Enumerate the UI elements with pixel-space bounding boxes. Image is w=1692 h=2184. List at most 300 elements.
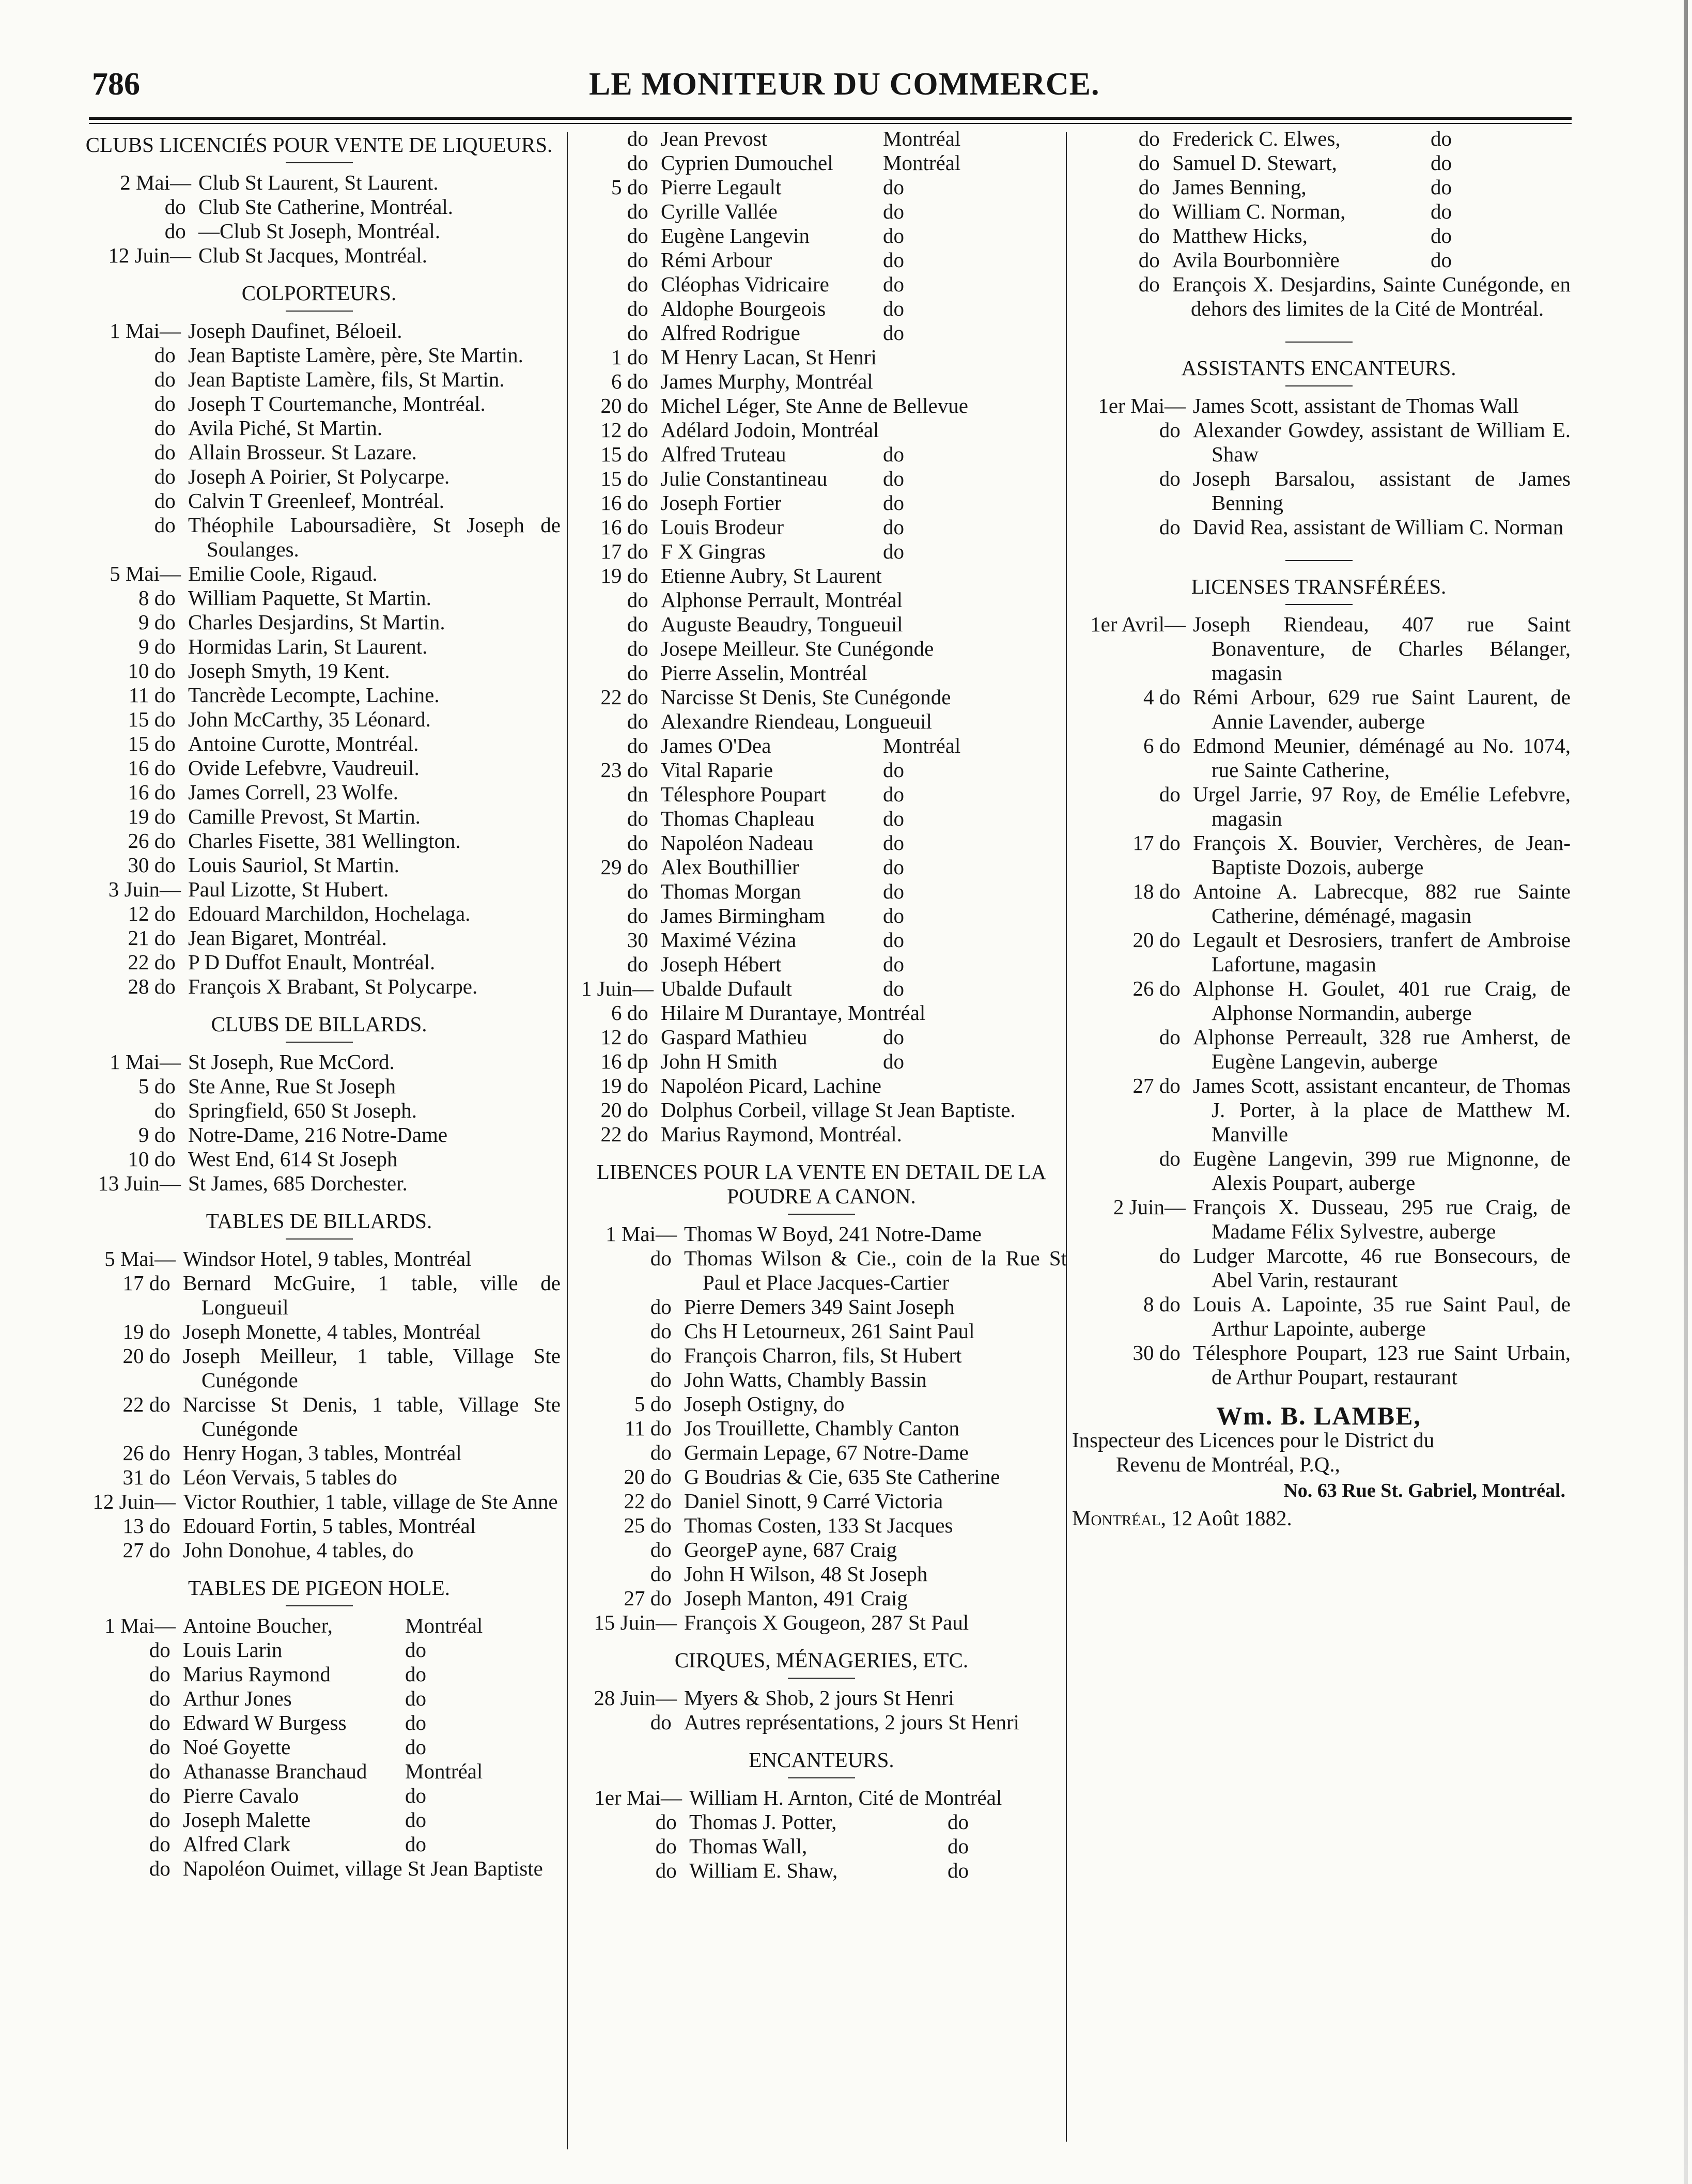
entry-name: Avila Bourbonnière <box>1172 248 1340 272</box>
entry-text: Thomas Costen, 133 St Jacques <box>684 1513 953 1537</box>
entry-date: 27 do <box>624 1586 677 1610</box>
entry-text: Avila Piché, St Martin. <box>188 416 383 440</box>
list-item <box>77 367 561 392</box>
entry-text: Tancrède Lecompte, Lachine. <box>188 683 440 707</box>
signature-name: Wm. B. LAMBE, <box>1216 1401 1421 1430</box>
entry-date: do <box>627 637 654 660</box>
entry-text: Legault et Desrosiers, tranfert de Ambroise Lafortune, magasin <box>1193 928 1571 976</box>
entry-text: John Donohue, 4 tables, do <box>183 1538 414 1562</box>
entry-text: François X Gougeon, 287 St Paul <box>684 1610 969 1634</box>
list-item <box>77 877 561 902</box>
entry-text: Eugène Langevin, 399 rue Mignonne, de Alexis Poupart, auberge <box>1193 1147 1571 1195</box>
list-item <box>576 1610 1067 1635</box>
entry-date: 12 do <box>600 1025 654 1049</box>
list-item <box>77 586 561 610</box>
entry-text: Edouard Fortin, 5 tables, Montréal <box>183 1514 476 1538</box>
list-item <box>576 709 1067 734</box>
list-item <box>77 950 561 974</box>
entry-name: Pierre Cavalo <box>183 1784 299 1807</box>
list-clubs-billards <box>77 1050 561 1196</box>
entry-text: Joseph Manton, 491 Craig <box>684 1586 908 1610</box>
section-title-clubs: CLUBS LICENCIÉS POUR VENTE DE LIQUEURS. <box>85 133 553 157</box>
entry-date: do <box>149 1759 176 1783</box>
entry-date: do <box>149 1662 176 1686</box>
entry-date: 20 do <box>624 1465 677 1489</box>
list-poudre <box>576 1222 1067 1635</box>
list-item <box>576 1025 1067 1049</box>
entry-date: 5 Mai— <box>110 562 181 585</box>
list-item <box>77 829 561 853</box>
entry-date: 1 do <box>611 345 654 369</box>
entry-date: 25 do <box>624 1513 677 1537</box>
list-item <box>576 297 1067 321</box>
entry-date: 2 Juin— <box>1113 1195 1186 1219</box>
entry-text: Rémi Arbour, 629 rue Saint Laurent, de Annie Lavender, auberge <box>1193 685 1571 733</box>
entry-text: Notre-Dame, 216 Notre-Dame <box>188 1123 448 1147</box>
entry-text: Alexander Gowdey, assistant de William E. Shaw <box>1193 418 1571 466</box>
entry-text: Joseph Smyth, 19 Kent. <box>188 659 390 683</box>
entry-text: Jos Trouillette, Chambly Canton <box>684 1416 960 1440</box>
entry-date: 17 do <box>600 539 654 563</box>
list-item <box>576 1686 1067 1710</box>
list-item <box>1067 248 1571 272</box>
list-item <box>576 248 1067 272</box>
list-item <box>77 219 561 243</box>
list-item <box>1067 1074 1571 1147</box>
entry-text: Edouard Marchildon, Hochelaga. <box>188 902 471 925</box>
list-item <box>576 1416 1067 1440</box>
signature-title-line1: Inspecteur des Licences pour le District du <box>1072 1428 1435 1452</box>
entry-date: 12 Juin— <box>108 243 191 267</box>
list-item <box>576 272 1067 297</box>
list-item <box>77 707 561 732</box>
entry-text: Télesphore Poupart, 123 rue Saint Urbain, de Arthur Poupart, restaurant <box>1193 1341 1571 1389</box>
list-item <box>576 369 1067 394</box>
entry-name: Arthur Jones <box>183 1686 292 1710</box>
entry-date: do <box>164 219 191 243</box>
entry-name: James Benning, <box>1172 175 1307 199</box>
list-item <box>77 926 561 950</box>
section-title-transferees: LICENSES TRANSFÉRÉES. <box>1191 575 1447 598</box>
list-item <box>77 780 561 804</box>
entry-date: dn <box>627 782 654 806</box>
header-rule-thin <box>89 123 1572 124</box>
entry-text: Erançois X. Desjardins, Sainte Cunégonde, en dehors des limites de la Cité de Montréal. <box>1172 272 1571 320</box>
list-item <box>576 1489 1067 1513</box>
entry-text: James Correll, 23 Wolfe. <box>188 780 398 804</box>
entry-date: do <box>650 1440 677 1464</box>
list-item <box>576 612 1067 637</box>
entry-name: Matthew Hicks, <box>1172 224 1308 247</box>
entry-text: John Watts, Chambly Bassin <box>684 1368 927 1391</box>
list-item <box>1067 928 1571 977</box>
list-item <box>576 782 1067 807</box>
entry-text: Louis Sauriol, St Martin. <box>188 853 399 877</box>
entry-date: 22 do <box>600 1122 654 1146</box>
list-item <box>77 1050 561 1074</box>
entry-place: do <box>883 248 904 272</box>
entry-name: Thomas Wall, <box>689 1834 808 1858</box>
entry-text: Narcisse St Denis, Ste Cunégonde <box>661 685 951 709</box>
entry-text: Windsor Hotel, 9 tables, Montréal <box>183 1247 472 1271</box>
entry-name: Frederick C. Elwes, <box>1172 127 1341 150</box>
entry-text: Etienne Aubry, St Laurent <box>661 564 882 587</box>
entry-name: Cléophas Vidricaire <box>661 272 829 296</box>
entry-name: Alfred Clark <box>183 1832 291 1856</box>
entry-date: 23 do <box>600 758 654 782</box>
entry-text: Charles Fisette, 381 Wellington. <box>188 829 461 853</box>
entry-date: do <box>1138 248 1165 272</box>
entry-name: Joseph Hébert <box>661 952 782 976</box>
entry-text: James Murphy, Montréal <box>661 369 873 393</box>
header-rule <box>89 117 1572 120</box>
list-item <box>77 1147 561 1171</box>
entry-text: Springfield, 650 St Joseph. <box>188 1098 417 1122</box>
entry-date: 19 do <box>600 564 654 587</box>
section-title-poudre: LIBENCES POUR LA VENTE EN DETAIL DE LA POUDRE A CANON. <box>596 1160 1047 1208</box>
entry-date: do <box>655 1858 682 1882</box>
list-item <box>576 418 1067 442</box>
entry-place: do <box>883 855 904 879</box>
entry-date: 26 do <box>122 1441 176 1465</box>
list-continued-right <box>1067 127 1571 321</box>
list-item <box>576 1295 1067 1319</box>
list-item <box>77 1686 561 1711</box>
entry-name: Louis Larin <box>183 1638 283 1662</box>
entry-name: Joseph Malette <box>183 1808 311 1832</box>
entry-name: Noé Goyette <box>183 1735 291 1759</box>
entry-text: Marius Raymond, Montréal. <box>661 1122 902 1146</box>
list-item <box>77 171 561 195</box>
entry-date: do <box>650 1246 677 1270</box>
list-item <box>77 1638 561 1662</box>
list-colporteurs <box>77 319 561 999</box>
list-item <box>576 1368 1067 1392</box>
list-item <box>1067 1147 1571 1195</box>
list-item <box>576 1319 1067 1343</box>
list-item <box>77 1759 561 1784</box>
entry-date: do <box>627 272 654 296</box>
entry-text: Joseph Monette, 4 tables, Montréal <box>183 1320 481 1343</box>
list-item <box>77 1784 561 1808</box>
entry-date: 11 do <box>129 683 181 707</box>
section-rule <box>788 1777 855 1778</box>
list-item <box>576 637 1067 661</box>
list-item <box>1067 831 1571 879</box>
signature-date-place: Montréal <box>1072 1506 1161 1530</box>
entry-name: Alfred Truteau <box>661 442 786 466</box>
entry-date: do <box>627 321 654 345</box>
entry-name: Antoine Boucher, <box>183 1614 333 1637</box>
entry-date: do <box>1159 467 1186 490</box>
list-item <box>576 661 1067 685</box>
list-item <box>77 1808 561 1832</box>
entry-date: 28 Juin— <box>594 1686 677 1710</box>
entry-date: 27 do <box>1132 1074 1186 1097</box>
list-item <box>576 1343 1067 1368</box>
entry-date: do <box>650 1319 677 1343</box>
list-item <box>1067 1292 1571 1341</box>
entry-date: do <box>627 709 654 733</box>
entry-date: 16 do <box>600 491 654 515</box>
entry-text: Urgel Jarrie, 97 Roy, de Emélie Lefebvre, magasin <box>1193 782 1571 830</box>
entry-place: do <box>405 1662 426 1686</box>
entry-text: Théophile Laboursadière, St Joseph de Soulanges. <box>188 513 561 561</box>
list-item <box>576 1222 1067 1246</box>
list-item <box>77 392 561 416</box>
list-item <box>576 491 1067 515</box>
entry-name: Louis Brodeur <box>661 515 784 539</box>
entry-text: Alexandre Riendeau, Longueuil <box>661 709 932 733</box>
entry-text: Henry Hogan, 3 tables, Montréal <box>183 1441 462 1465</box>
entry-date: 22 do <box>128 950 181 974</box>
entry-date: do <box>149 1638 176 1662</box>
entry-name: Julie Constantineau <box>661 467 828 490</box>
entry-date: do <box>627 734 654 757</box>
list-item <box>576 1858 1067 1883</box>
entry-date: 12 do <box>600 418 654 442</box>
entry-place: Montréal <box>883 127 961 150</box>
entry-date: do <box>149 1784 176 1807</box>
entry-name: Thomas Morgan <box>661 879 801 903</box>
entry-text: Jean Baptiste Lamère, père, Ste Martin. <box>188 343 523 367</box>
section-title-colporteurs: COLPORTEURS. <box>241 281 397 305</box>
entry-date: 9 do <box>138 634 181 658</box>
list-item <box>1067 224 1571 248</box>
entry-date: do <box>627 904 654 927</box>
entry-date: 30 do <box>1132 1341 1186 1365</box>
entry-date: do <box>650 1562 677 1586</box>
entry-place: do <box>883 782 904 806</box>
list-item <box>576 127 1067 151</box>
entry-date: 31 do <box>122 1465 176 1489</box>
entry-text: Club St Jacques, Montréal. <box>198 243 427 267</box>
entry-text: John McCarthy, 35 Léonard. <box>188 707 431 731</box>
list-item <box>576 1001 1067 1025</box>
list-item <box>77 562 561 586</box>
entry-text: Victor Routhier, 1 table, village de Ste Anne <box>183 1490 558 1513</box>
section-rule <box>286 1238 353 1240</box>
list-item <box>576 855 1067 879</box>
entry-date: 22 do <box>600 685 654 709</box>
entry-date: 21 do <box>128 926 181 950</box>
entry-date: do <box>1138 151 1165 175</box>
entry-text: Antoine A. Labrecque, 882 rue Sainte Catherine, déménagé, magasin <box>1193 879 1571 927</box>
section-rule <box>788 1678 855 1679</box>
list-item <box>77 343 561 367</box>
column-right <box>1067 127 1571 1530</box>
entry-date: do <box>627 199 654 223</box>
list-item <box>77 1832 561 1856</box>
list-item <box>576 1786 1067 1810</box>
list-item <box>576 539 1067 564</box>
entry-place: do <box>405 1784 426 1807</box>
entry-date: 22 do <box>624 1489 677 1513</box>
section-title-clubs-billards: CLUBS DE BILLARDS. <box>211 1012 427 1036</box>
list-item <box>77 489 561 513</box>
entry-date: 20 do <box>600 394 654 417</box>
entry-text: Michel Léger, Ste Anne de Bellevue <box>661 394 968 417</box>
entry-text: Josepe Meilleur. Ste Cunégonde <box>661 637 934 660</box>
entry-name: Maximé Vézina <box>661 928 797 952</box>
list-item <box>576 758 1067 782</box>
entry-name: Marius Raymond <box>183 1662 331 1686</box>
entry-text: François X Brabant, St Polycarpe. <box>188 974 478 998</box>
list-item <box>77 513 561 562</box>
list-item <box>1067 199 1571 224</box>
entry-date: 1 Mai— <box>104 1614 176 1637</box>
signature-title-line2: Revenu de Montréal, P.Q., <box>1116 1452 1340 1476</box>
entry-date: 12 do <box>128 902 181 925</box>
entry-date: 9 do <box>138 1123 181 1147</box>
list-item <box>77 756 561 780</box>
column-left <box>77 127 561 1881</box>
entry-date: 15 Juin— <box>594 1610 677 1634</box>
list-item <box>576 1246 1067 1295</box>
entry-text: Club St Laurent, St Laurent. <box>198 171 439 194</box>
entry-text: Chs H Letourneux, 261 Saint Paul <box>684 1319 975 1343</box>
entry-name: Jean Prevost <box>661 127 768 150</box>
list-item <box>77 1614 561 1638</box>
entry-text: Joseph Ostigny, do <box>684 1392 845 1416</box>
entry-place: Montréal <box>883 734 961 757</box>
entry-date: 8 do <box>138 586 181 610</box>
entry-place: do <box>883 175 904 199</box>
entry-place: do <box>1431 127 1452 150</box>
entry-date: 30 <box>627 928 654 952</box>
entry-text: Ovide Lefebvre, Vaudreuil. <box>188 756 420 780</box>
entry-date: 30 do <box>128 853 181 877</box>
entry-text: François X. Bouvier, Verchères, de Jean-Baptiste Dozois, auberge <box>1193 831 1571 879</box>
entry-date: 6 do <box>611 369 654 393</box>
list-item <box>77 974 561 999</box>
entry-text: Myers & Shob, 2 jours St Henri <box>684 1686 954 1710</box>
entry-date: 13 Juin— <box>98 1171 181 1195</box>
entry-place: do <box>883 224 904 247</box>
entry-text: Narcisse St Denis, 1 table, Village Ste Cunégonde <box>183 1392 561 1440</box>
list-item <box>77 319 561 343</box>
entry-text: West End, 614 St Joseph <box>188 1147 398 1171</box>
entry-date: 1 Mai— <box>606 1222 677 1246</box>
list-item <box>576 515 1067 539</box>
entry-name: James O'Dea <box>661 734 771 757</box>
entry-date: do <box>149 1832 176 1856</box>
entry-date: 26 do <box>128 829 181 853</box>
entry-text: Auguste Beaudry, Tongueuil <box>661 612 903 636</box>
entry-text: Napoléon Picard, Lachine <box>661 1074 881 1097</box>
entry-date: 4 do <box>1143 685 1186 709</box>
entry-date: do <box>1138 175 1165 199</box>
entry-date: do <box>627 661 654 685</box>
entry-name: F X Gingras <box>661 539 766 563</box>
entry-text: Joseph A Poirier, St Polycarpe. <box>188 464 450 488</box>
entry-place: do <box>883 977 904 1000</box>
entry-date: 1 Juin— <box>581 977 654 1000</box>
list-item <box>77 195 561 219</box>
entry-name: Thomas J. Potter, <box>689 1810 837 1834</box>
list-item <box>1067 515 1571 539</box>
list-cirques <box>576 1686 1067 1734</box>
entry-text: Hilaire M Durantaye, Montréal <box>661 1001 926 1025</box>
entry-date: do <box>1159 782 1186 806</box>
entry-text: Jean Baptiste Lamère, fils, St Martin. <box>188 367 505 391</box>
list-item <box>77 1490 561 1514</box>
entry-place: do <box>883 1025 904 1049</box>
entry-place: do <box>883 491 904 515</box>
entry-text: Thomas W Boyd, 241 Notre-Dame <box>684 1222 982 1246</box>
list-item <box>77 683 561 707</box>
entry-date: 16 dp <box>600 1049 654 1073</box>
entry-date: do <box>154 343 181 367</box>
signature-address: No. 63 Rue St. Gabriel, Montréal. <box>1283 1480 1565 1501</box>
section-rule <box>286 162 353 163</box>
entry-text: Calvin T Greenleef, Montréal. <box>188 489 445 513</box>
entry-place: do <box>1431 248 1452 272</box>
signature-date-value: , 12 Août 1882. <box>1160 1506 1292 1530</box>
entry-date: do <box>627 297 654 320</box>
entry-text: G Boudrias & Cie, 635 Ste Catherine <box>684 1465 1000 1489</box>
entry-name: Athanasse Branchaud <box>183 1759 367 1783</box>
list-continued-middle <box>576 127 1067 1147</box>
entry-text: —Club St Joseph, Montréal. <box>198 219 441 243</box>
entry-place: do <box>405 1686 426 1710</box>
entry-date: do <box>154 392 181 415</box>
entry-date: do <box>154 464 181 488</box>
entry-place: do <box>883 904 904 927</box>
entry-text: Léon Vervais, 5 tables do <box>183 1465 397 1489</box>
entry-text: James Scott, assistant de Thomas Wall <box>1193 394 1519 417</box>
entry-date: 11 do <box>625 1416 677 1440</box>
entry-text: Adélard Jodoin, Montréal <box>661 418 879 442</box>
section-rule <box>1285 560 1353 561</box>
list-item <box>1067 782 1571 831</box>
entry-name: Cyprien Dumouchel <box>661 151 833 175</box>
entry-date: 22 do <box>122 1392 176 1416</box>
entry-place: do <box>883 442 904 466</box>
section-rule <box>1285 342 1353 343</box>
entry-date: 5 Mai— <box>104 1247 176 1271</box>
list-item <box>1067 175 1571 199</box>
entry-date: 15 do <box>128 707 181 731</box>
entry-date: 27 do <box>122 1538 176 1562</box>
list-tables-billards <box>77 1247 561 1562</box>
entry-place: do <box>1431 151 1452 175</box>
list-clubs <box>77 171 561 268</box>
entry-date: 19 do <box>122 1320 176 1343</box>
entry-text: Alphonse Perreault, 328 rue Amherst, de Eugène Langevin, auberge <box>1193 1025 1571 1073</box>
entry-date: do <box>650 1343 677 1367</box>
entry-text: Dolphus Corbeil, village St Jean Baptiste. <box>661 1098 1016 1122</box>
entry-date: do <box>1138 272 1165 296</box>
entry-date: 12 Juin— <box>92 1490 176 1513</box>
entry-text: Joseph T Courtemanche, Montréal. <box>188 392 486 415</box>
page-title: LE MONITEUR DU COMMERCE. <box>589 67 1100 102</box>
entry-date: 6 do <box>1143 734 1186 757</box>
list-item <box>1067 1341 1571 1389</box>
list-item <box>77 610 561 634</box>
entry-date: do <box>627 224 654 247</box>
entry-place: do <box>948 1834 969 1858</box>
entry-date: do <box>149 1808 176 1832</box>
entry-date: 1er Avril— <box>1090 612 1186 636</box>
entry-name: Cyrille Vallée <box>661 199 778 223</box>
entry-place: do <box>405 1638 426 1662</box>
entry-name: Aldophe Bourgeois <box>661 297 826 320</box>
entry-name: Rémi Arbour <box>661 248 772 272</box>
list-item <box>77 804 561 829</box>
list-item <box>77 732 561 756</box>
entry-text: St James, 685 Dorchester. <box>188 1171 408 1195</box>
